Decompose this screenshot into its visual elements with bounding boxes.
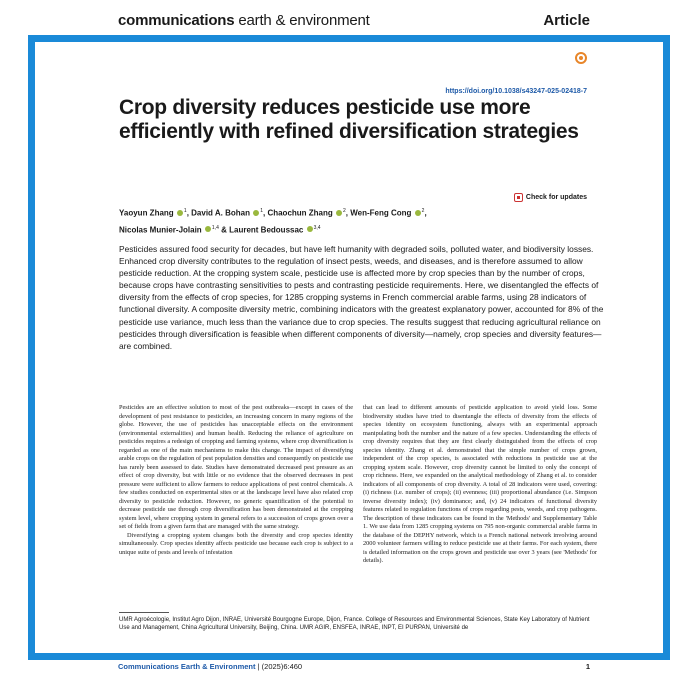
journal-name[interactable]	[118, 12, 370, 29]
page-footer	[118, 662, 590, 676]
journal-name-bold: communications	[118, 12, 235, 29]
open-access-icon[interactable]	[575, 52, 587, 64]
orcid-icon[interactable]	[336, 210, 342, 216]
body-column-left	[119, 404, 353, 557]
doi-link[interactable]: https://doi.org/10.1038/s43247-025-02418-7	[445, 88, 587, 95]
author-affiliation-sup: 2	[343, 208, 346, 214]
body-paragraph: Diversifying a cropping system changes both the diversity and crop species identity simultaneously. Crop species identity affects pesticide use because each crop is subject to a unique suite of pests and levels of infestation	[119, 531, 353, 556]
check-for-updates-label: Check for updates	[525, 194, 587, 201]
body-column-right	[363, 404, 597, 566]
orcid-icon[interactable]	[205, 226, 211, 232]
orcid-icon[interactable]	[415, 210, 421, 216]
article-title: Crop diversity reduces pesticide use more efficiently with refined diversification strategies	[119, 96, 579, 143]
check-for-updates-button[interactable]	[514, 193, 587, 202]
author-affiliation-sup: 2	[421, 208, 425, 214]
author-conjunction: &	[221, 225, 227, 235]
footer-citation	[118, 662, 302, 671]
footer-journal-link[interactable]: Communications Earth & Environment	[118, 662, 256, 671]
journal-name-light: earth & environment	[234, 12, 370, 29]
footnote-divider	[119, 612, 169, 613]
author-name[interactable]: Wen-Feng Cong	[350, 208, 412, 218]
abstract: Pesticides assured food security for decades, but have left humanity with degraded soils, polluted water, and biodiversity losses. Enhanced crop diversity contributes to the regulation of insect pests, weeds, and diseases, and is therefore assumed to allow pesticide reduction. At the cropping system scale, pesticide use is affected more by crop species than by the number of crops, because crops have contrasting sensitivities to pests and contrasting pesticide requirements. Here, we disentangled the effects of diversity from the effects of crop species, for 1285 cropping systems in French commercial arable farms, using 28 indicators of functional diversity. A composite diversity metric, combining indicators with the greatest explanatory power, accounted for 8% of the pesticide use variance, much less than the variance due to crop species. The results suggest that reducing agricultural reliance on pesticides through diversification is feasible when different components of diversity—namely, crop species and diversity features—are combined.	[119, 244, 604, 351]
affiliations: UMR Agroécologie, Institut Agro Dijon, INRAE, Université Bourgogne Europe, Dijon, France. College of Resources and Environmental Sciences, State Key Laboratory of Nutrient Use and Management, China Agricultural University, Beijing, China. UMR AGIR, ENSFEA, INRAE, INPT, EI PURPAN, Université de	[119, 617, 590, 631]
author-affiliation-sup: 1	[183, 208, 187, 214]
author-name[interactable]: David A. Bohan	[191, 208, 250, 218]
author-affiliation-sup: 1,4	[211, 224, 219, 231]
article-type-label: Article	[543, 12, 590, 29]
author-name[interactable]: Chaochun Zhang	[267, 208, 333, 218]
author-affiliation-sup: 3,4	[313, 224, 321, 231]
author-affiliation-sup: 1	[260, 208, 263, 214]
author-name[interactable]: Nicolas Munier-Jolain	[119, 225, 202, 235]
check-updates-icon	[514, 193, 523, 202]
author-list	[119, 204, 499, 237]
author-line-1: Yaoyun Zhang $^1$, David A. Bohan $^1$, Chaochun Zhang $^2$, Wen-Feng Cong $^2$,	[119, 208, 427, 218]
orcid-icon[interactable]	[307, 226, 313, 232]
author-line-2	[119, 221, 499, 238]
orcid-icon[interactable]	[253, 210, 259, 216]
body-paragraph: Pesticides are an effective solution to most of the pest outbreaks—except in cases of the development of pest resistance to pesticides, an increasing concern in many regions of the globe. However, the use of pesticides has unacceptable effects on the environment (environmental externalities) and human health. Reducing the reliance of agriculture on pesticides requires a redesign of cropping and farming systems, where crop diversification is regarded as one of the main mechanisms to make this change. The impact of diversifying arable crops on the regulation of pest population densities and consequently on pesticide use has rarely been assessed to date. Studies have demonstrated decreased pest pressure as an effect of crop diversity, but with little or no evidence that the observed decreases in pest pressure were sufficient to allow farmers to reduce applications of pest control chemicals. A few studies conducted on experimental sites or at the landscape level have also related crop diversity to pesticide reduction. However, no generic quantification of the potential to decrease pesticide use through crop diversification has been demonstrated at the cropping system level, where cropping system in general refers to a succession of crops grown over a set of fields from a given farm that are managed with the same strategy.	[119, 404, 353, 530]
author-name[interactable]: Laurent Bedoussac	[229, 225, 304, 235]
journal-header	[118, 12, 590, 34]
footer-volume: | (2025)6:460	[255, 662, 303, 671]
page-number: 1	[585, 662, 590, 671]
orcid-icon[interactable]	[177, 210, 183, 216]
author-name[interactable]: Yaoyun Zhang	[119, 208, 174, 218]
body-paragraph: that can lead to different amounts of pesticide application to avoid yield loss. Some biodiversity studies have tried to disentangle the effects of diversity from the effects of species identity on ecosystem functioning, always with an experimental approach manipulating both the number and the nature of a few species. Understanding the effects of crop diversity requires that they are first clearly distinguished from the effects of crop species identity. Zhang et al. demonstrated that the simple number of crops grown, independent of the crop species, is associated with reductions in pesticide use at the cropping system scale. However, crop diversity cannot be limited to only the concept of crop richness. Here, we expanded on the analytical methodology of Zhang et al. to consider indicators of all components of crop diversity. A total of 28 indicators were used, covering: (i) richness (i.e. number of crops); (ii) evenness; (iii) proportional abundance (i.e. Simpson inverse diversity index); (iv) dominance; and, (v) 24 indicators of functional diversity features related to regulation functions of crops regarding pests, weeds, and crop pathogens. The description of these indicators can be found in the 'Methods' and Supplementary Table 1. We use data from 1285 cropping systems on 795 non-organic commercial arable farms in the database of the DEPHY network, which is a French national network involving around 2000 volunteer farmers willing to reduce pesticide use at their farms. For each system, there is detailed information on the crops grown and pesticide use over 3 years (see 'Methods' for details).	[363, 404, 597, 564]
page-frame	[28, 35, 670, 660]
